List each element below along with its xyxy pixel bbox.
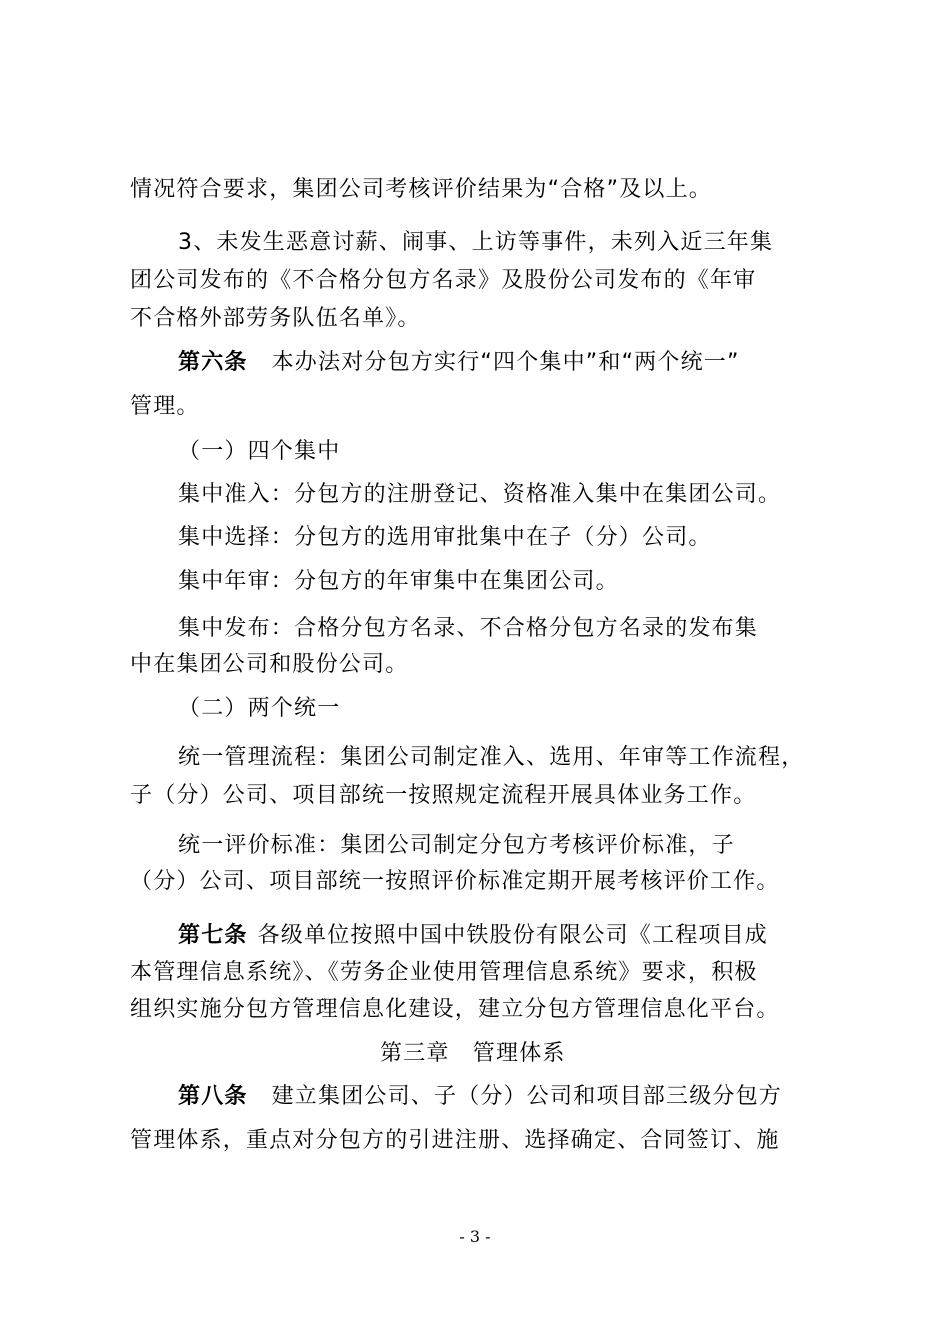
paragraph-line: 集中选择：分包方的选用审批集中在子（分）公司。 <box>178 525 712 550</box>
paragraph-line: 管理。 <box>130 394 200 419</box>
paragraph-line: 3、未发生恶意讨薪、闹事、上访等事件，未列入近三年集 <box>178 230 774 255</box>
article-heading: 第六条 <box>178 350 248 375</box>
paragraph-line: 中在集团公司和股份公司。 <box>130 652 409 677</box>
article-text: 建立集团公司、子（分）公司和项目部三级分包方 <box>271 1084 783 1109</box>
paragraph-line: 不合格外部劳务队伍名单》。 <box>130 306 421 331</box>
paragraph-line: 团公司发布的《不合格分包方名录》及股份公司发布的《年审 <box>130 268 757 293</box>
chapter-heading: 第三章 管理体系 <box>380 1041 566 1066</box>
paragraph-line: （分）公司、项目部统一按照评价标准定期开展考核评价工作。 <box>130 869 780 894</box>
paragraph-line: 本管理信息系统》、《劳务企业使用管理信息系统》要求，积极 <box>130 960 758 985</box>
paragraph-line: 统一管理流程：集团公司制定准入、选用、年审等工作流程， <box>178 745 805 770</box>
article-six-line <box>178 348 740 378</box>
article-heading: 第七条 <box>178 923 248 948</box>
article-heading: 第八条 <box>178 1084 248 1109</box>
article-text: 各级单位按照中国中铁股份有限公司《工程项目成 <box>257 923 769 948</box>
article-eight-line <box>178 1082 782 1112</box>
paragraph-line: 管理体系，重点对分包方的引进注册、选择确定、合同签订、施 <box>130 1128 780 1153</box>
paragraph-line: 集中发布：合格分包方名录、不合格分包方名录的发布集 <box>178 616 759 641</box>
paragraph-line: 情况符合要求，集团公司考核评价结果为“合格”及以上。 <box>130 177 712 202</box>
paragraph-line: 集中准入：分包方的注册登记、资格准入集中在集团公司。 <box>178 482 782 507</box>
paragraph-line: 集中年审：分包方的年审集中在集团公司。 <box>178 569 619 594</box>
article-text: 本办法对分包方实行“四个集中”和“两个统一” <box>271 350 740 375</box>
paragraph-line: 组织实施分包方管理信息化建设，建立分包方管理信息化平台。 <box>130 997 780 1022</box>
paragraph-line: 子（分）公司、项目部统一按照规定流程开展具体业务工作。 <box>130 783 757 808</box>
article-seven-line <box>178 921 768 951</box>
page-number: - 3 - <box>459 1227 491 1246</box>
subsection-heading: （二）两个统一 <box>178 696 341 721</box>
subsection-heading: （一）四个集中 <box>178 439 341 464</box>
paragraph-line: 统一评价标准：集团公司制定分包方考核评价标准，子 <box>178 833 735 858</box>
